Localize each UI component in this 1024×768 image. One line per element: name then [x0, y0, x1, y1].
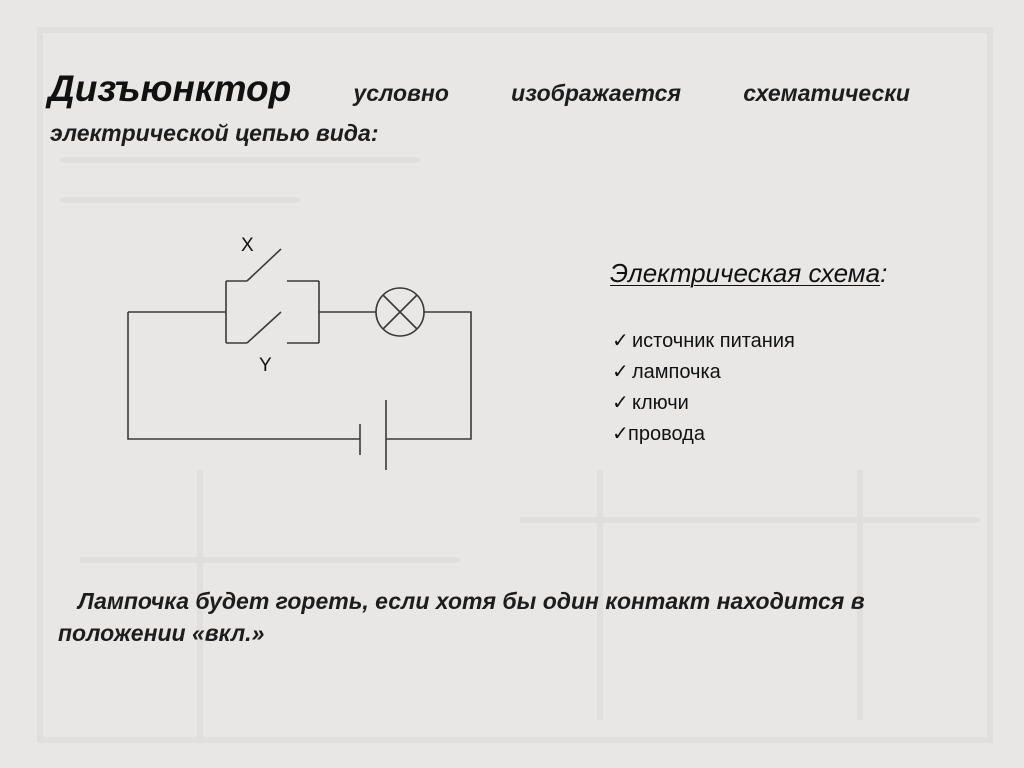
legend-item-switches: ключи: [632, 392, 689, 414]
legend-item-wires: провода: [628, 423, 705, 445]
title-word-3: схематически: [743, 80, 910, 106]
switch-y-label: Y: [259, 355, 272, 376]
legend-heading-text: Электрическая схема: [610, 258, 881, 288]
conclusion-text: [58, 585, 958, 649]
check-icon: ✓: [612, 392, 629, 414]
legend-item-power-source: источник питания: [632, 330, 795, 352]
conclusion-line-2: положении «вкл.»: [58, 620, 265, 646]
list-item: [612, 390, 795, 421]
title-word-2: изображается: [511, 80, 681, 106]
list-item: [612, 421, 795, 452]
title-keyword: Дизъюнктор: [48, 68, 292, 109]
wire-right: [386, 312, 471, 439]
switch-x-label: X: [241, 235, 254, 256]
check-icon: ✓: [612, 423, 629, 445]
conclusion-line-1: Лампочка будет гореть, если хотя бы один контакт находится в: [78, 588, 865, 614]
list-item: [612, 359, 795, 390]
legend-heading: [610, 258, 887, 289]
legend-item-lamp: лампочка: [632, 361, 721, 383]
title-line-2: электрической цепью вида:: [50, 120, 379, 146]
list-item: [612, 328, 795, 359]
check-icon: ✓: [612, 361, 629, 383]
check-icon: ✓: [612, 330, 629, 352]
legend-list: [612, 328, 795, 452]
legend-heading-colon: :: [880, 258, 888, 288]
wire-left: [128, 312, 360, 439]
switch-y: [247, 312, 281, 343]
title-word-1: условно: [353, 80, 449, 106]
